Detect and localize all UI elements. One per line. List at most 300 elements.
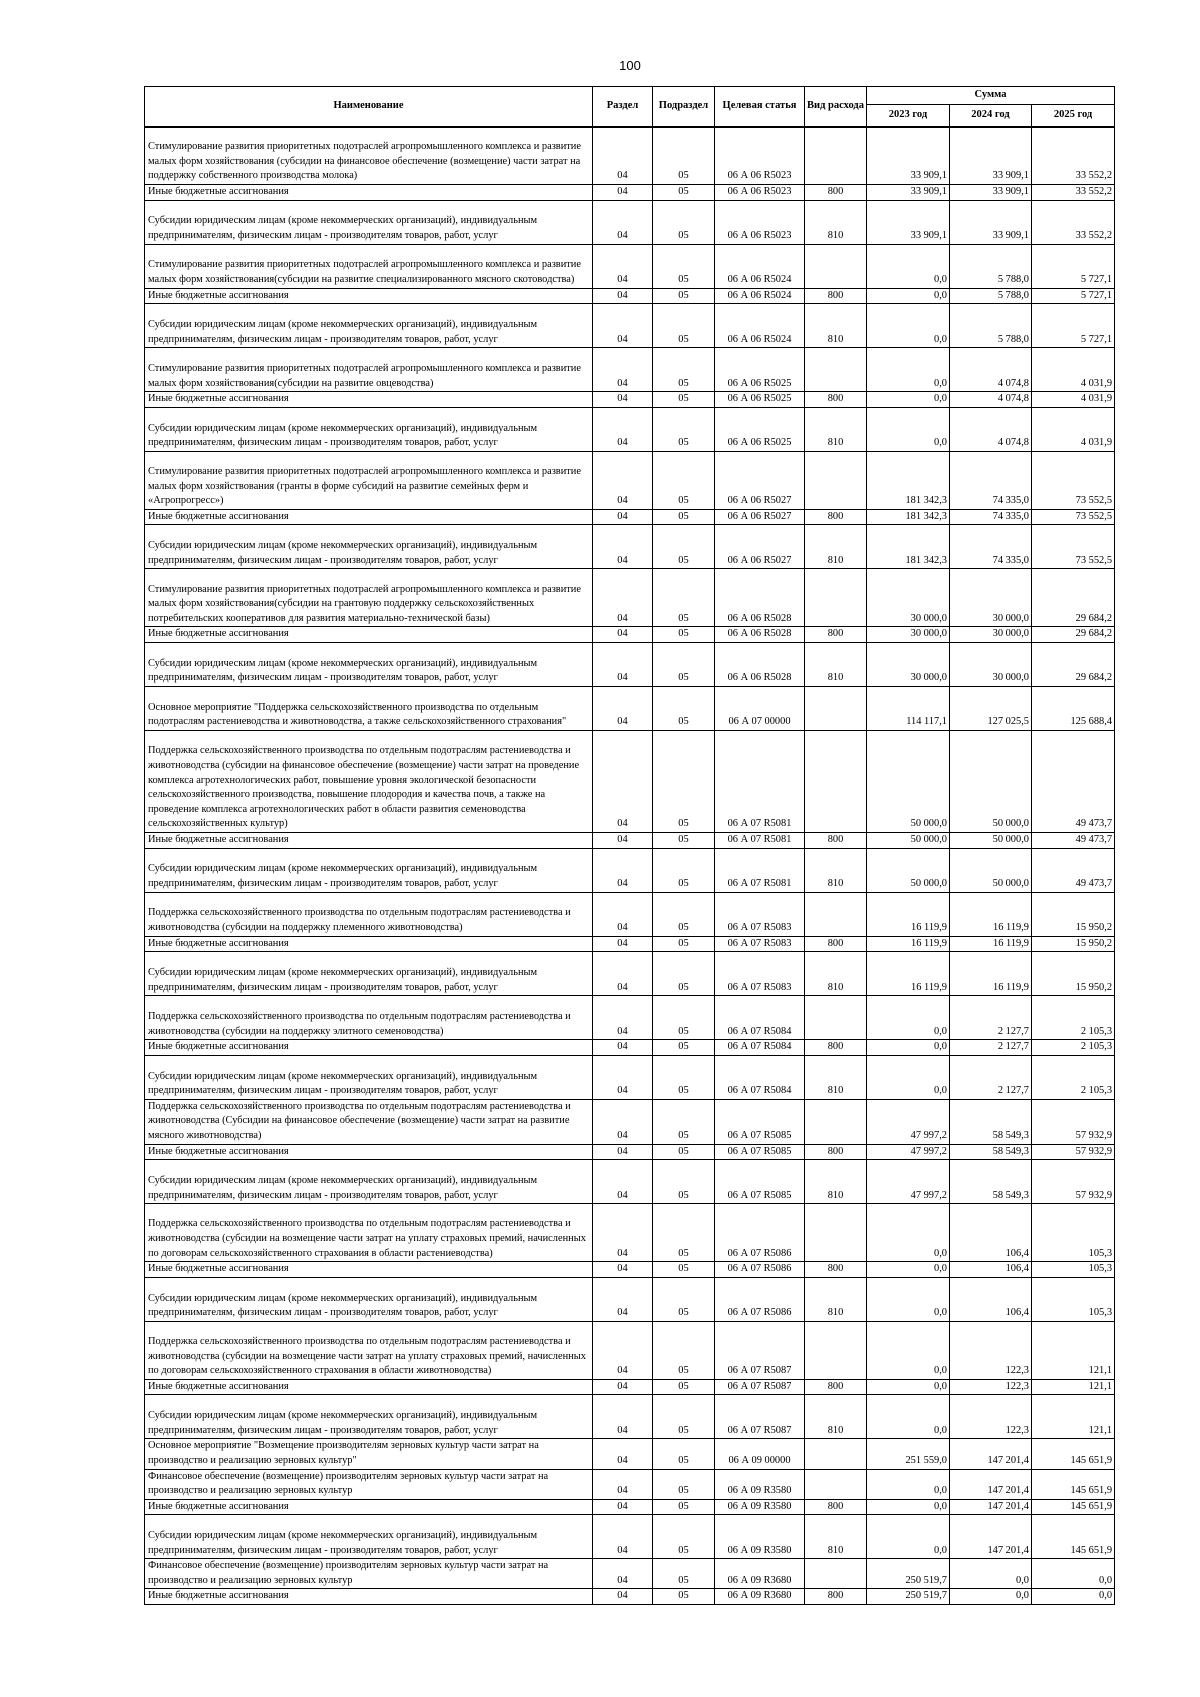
row-subsection: 05 [653,848,715,892]
table-row [145,525,1115,569]
row-sum-2023: 0,0 [867,1499,950,1515]
row-name: Поддержка сельскохозяйственного производства по отдельным подотраслям растениеводства и животноводства (субсидии на поддержку племенного животноводства) [145,892,593,936]
row-expense-type: 810 [805,1515,867,1559]
row-sum-2024: 5 788,0 [950,244,1032,288]
row-expense-type: 800 [805,832,867,848]
row-expense-type [805,451,867,509]
header-expense-type: Вид расхода [805,87,867,127]
row-sum-2024: 122,3 [950,1379,1032,1395]
row-sum-2023: 0,0 [867,1055,950,1099]
row-target: 06 А 07 R5081 [715,848,805,892]
row-name: Иные бюджетные ассигнования [145,936,593,952]
row-sum-2024: 147 201,4 [950,1439,1032,1469]
row-sum-2023: 0,0 [867,1040,950,1056]
row-subsection: 05 [653,936,715,952]
row-target: 06 А 07 00000 [715,686,805,730]
row-expense-type [805,1204,867,1262]
row-target: 06 А 06 R5028 [715,569,805,627]
table-row [145,304,1115,348]
row-sum-2023: 33 909,1 [867,200,950,244]
row-subsection: 05 [653,127,715,185]
row-sum-2025: 121,1 [1032,1321,1115,1379]
row-target: 06 А 07 R5083 [715,952,805,996]
table-row [145,1262,1115,1278]
row-section: 04 [593,348,653,392]
row-sum-2023: 50 000,0 [867,832,950,848]
row-name: Субсидии юридическим лицам (кроме некоммерческих организаций), индивидуальным предпринимателям, физическим лицам - производителям товаров, работ, услуг [145,952,593,996]
row-sum-2025: 73 552,5 [1032,525,1115,569]
row-target: 06 А 06 R5025 [715,348,805,392]
row-name: Иные бюджетные ассигнования [145,1589,593,1605]
row-sum-2024: 5 788,0 [950,288,1032,304]
row-sum-2023: 0,0 [867,1321,950,1379]
row-sum-2025: 73 552,5 [1032,451,1115,509]
row-subsection: 05 [653,304,715,348]
table-row [145,1160,1115,1204]
row-sum-2024: 127 025,5 [950,686,1032,730]
table-row [145,730,1115,832]
row-subsection: 05 [653,185,715,201]
row-sum-2024: 4 074,8 [950,348,1032,392]
row-sum-2023: 0,0 [867,1379,950,1395]
row-sum-2023: 47 997,2 [867,1099,950,1144]
row-subsection: 05 [653,1099,715,1144]
row-expense-type [805,1099,867,1144]
table-row [145,892,1115,936]
row-expense-type [805,892,867,936]
table-row [145,1469,1115,1499]
row-sum-2025: 29 684,2 [1032,627,1115,643]
row-sum-2024: 16 119,9 [950,952,1032,996]
row-name: Иные бюджетные ассигнования [145,185,593,201]
table-row [145,569,1115,627]
row-subsection: 05 [653,1439,715,1469]
table-body [145,127,1115,1605]
row-name: Стимулирование развития приоритетных подотраслей агропромышленного комплекса и развитие малых форм хозяйствования(субсидии на развитие овцеводства) [145,348,593,392]
row-expense-type: 810 [805,200,867,244]
row-section: 04 [593,1040,653,1056]
row-expense-type: 810 [805,952,867,996]
table-row [145,936,1115,952]
row-sum-2025: 57 932,9 [1032,1099,1115,1144]
row-name: Субсидии юридическим лицам (кроме некоммерческих организаций), индивидуальным предпринимателям, физическим лицам - производителям товаров, работ, услуг [145,200,593,244]
row-sum-2023: 50 000,0 [867,848,950,892]
row-name: Поддержка сельскохозяйственного производства по отдельным подотраслям растениеводства и животноводства (субсидии на возмещение части затрат на уплату страховых премий, начисленных по договорам сельскохозяйственного страхования в области животноводства) [145,1321,593,1379]
row-section: 04 [593,407,653,451]
table-row [145,127,1115,185]
row-subsection: 05 [653,832,715,848]
row-expense-type: 800 [805,1040,867,1056]
row-sum-2025: 145 651,9 [1032,1469,1115,1499]
row-expense-type [805,127,867,185]
row-name: Поддержка сельскохозяйственного производства по отдельным подотраслям растениеводства и животноводства (субсидии на финансовое обеспечение (возмещение) части затрат на проведение комплекса агротехнологических работ, повышение уровня экологической безопасности сельскохозяйственного производства, повышение плодородия и качества почв, а также на проведение комплекса агротехнологических работ в области развития семеноводства сельскохозяйственных культур) [145,730,593,832]
row-target: 06 А 06 R5027 [715,509,805,525]
row-target: 06 А 06 R5025 [715,407,805,451]
row-sum-2023: 0,0 [867,348,950,392]
row-name: Иные бюджетные ассигнования [145,1379,593,1395]
row-name: Субсидии юридическим лицам (кроме некоммерческих организаций), индивидуальным предпринимателям, физическим лицам - производителям товаров, работ, услуг [145,1277,593,1321]
row-sum-2024: 50 000,0 [950,848,1032,892]
header-subsection: Подраздел [653,87,715,127]
row-section: 04 [593,304,653,348]
header-name: Наименование [145,87,593,127]
row-name: Иные бюджетные ассигнования [145,1499,593,1515]
row-subsection: 05 [653,627,715,643]
row-sum-2023: 16 119,9 [867,936,950,952]
row-sum-2024: 122,3 [950,1321,1032,1379]
row-sum-2024: 74 335,0 [950,451,1032,509]
row-sum-2025: 125 688,4 [1032,686,1115,730]
row-section: 04 [593,1055,653,1099]
row-sum-2023: 0,0 [867,996,950,1040]
row-section: 04 [593,936,653,952]
row-name: Субсидии юридическим лицам (кроме некоммерческих организаций), индивидуальным предпринимателям, физическим лицам - производителям товаров, работ, услуг [145,848,593,892]
row-section: 04 [593,1160,653,1204]
row-sum-2023: 47 997,2 [867,1144,950,1160]
row-section: 04 [593,200,653,244]
row-sum-2023: 0,0 [867,1277,950,1321]
row-section: 04 [593,996,653,1040]
header-target: Целевая статья [715,87,805,127]
table-row [145,1099,1115,1144]
row-subsection: 05 [653,1262,715,1278]
row-section: 04 [593,569,653,627]
row-sum-2023: 251 559,0 [867,1439,950,1469]
row-target: 06 А 06 R5023 [715,185,805,201]
row-target: 06 А 07 R5084 [715,1055,805,1099]
row-target: 06 А 07 R5083 [715,936,805,952]
row-sum-2025: 29 684,2 [1032,569,1115,627]
row-sum-2025: 29 684,2 [1032,642,1115,686]
row-target: 06 А 06 R5027 [715,451,805,509]
row-target: 06 А 07 R5086 [715,1204,805,1262]
row-section: 04 [593,525,653,569]
row-section: 04 [593,244,653,288]
row-section: 04 [593,1559,653,1589]
row-subsection: 05 [653,730,715,832]
row-sum-2024: 58 549,3 [950,1099,1032,1144]
table-row [145,1204,1115,1262]
row-sum-2025: 5 727,1 [1032,304,1115,348]
table-row [145,1144,1115,1160]
row-sum-2024: 33 909,1 [950,127,1032,185]
row-subsection: 05 [653,244,715,288]
row-target: 06 А 07 R5081 [715,730,805,832]
row-name: Основное мероприятие "Возмещение производителям зерновых культур части затрат на производство и реализацию зерновых культур" [145,1439,593,1469]
row-sum-2025: 0,0 [1032,1559,1115,1589]
table-row [145,952,1115,996]
row-name: Иные бюджетные ассигнования [145,627,593,643]
row-expense-type: 800 [805,509,867,525]
row-section: 04 [593,642,653,686]
row-name: Субсидии юридическим лицам (кроме некоммерческих организаций), индивидуальным предпринимателям, физическим лицам - производителям товаров, работ, услуг [145,1395,593,1439]
row-section: 04 [593,1439,653,1469]
table-row [145,185,1115,201]
row-sum-2025: 49 473,7 [1032,730,1115,832]
row-sum-2024: 4 074,8 [950,392,1032,408]
row-sum-2024: 106,4 [950,1277,1032,1321]
row-sum-2023: 16 119,9 [867,952,950,996]
row-expense-type: 800 [805,1589,867,1605]
table-row [145,451,1115,509]
row-name: Финансовое обеспечение (возмещение) производителям зерновых культур части затрат на производство и реализацию зерновых культур [145,1559,593,1589]
row-target: 06 А 06 R5024 [715,244,805,288]
row-sum-2024: 33 909,1 [950,185,1032,201]
row-sum-2023: 47 997,2 [867,1160,950,1204]
row-name: Поддержка сельскохозяйственного производства по отдельным подотраслям растениеводства и животноводства (Субсидии на финансовое обеспечение (возмещение) части затрат на развитие мясного животноводства) [145,1099,593,1144]
row-subsection: 05 [653,1395,715,1439]
row-name: Финансовое обеспечение (возмещение) производителям зерновых культур части затрат на производство и реализацию зерновых культур [145,1469,593,1499]
row-target: 06 А 06 R5025 [715,392,805,408]
row-expense-type [805,569,867,627]
row-name: Иные бюджетные ассигнования [145,832,593,848]
row-target: 06 А 07 R5086 [715,1262,805,1278]
row-section: 04 [593,1144,653,1160]
row-target: 06 А 07 R5086 [715,1277,805,1321]
row-subsection: 05 [653,1144,715,1160]
row-target: 06 А 06 R5024 [715,304,805,348]
table-row [145,832,1115,848]
row-expense-type [805,996,867,1040]
row-section: 04 [593,1321,653,1379]
row-sum-2024: 74 335,0 [950,509,1032,525]
row-subsection: 05 [653,200,715,244]
row-target: 06 А 07 R5085 [715,1144,805,1160]
row-sum-2025: 2 105,3 [1032,1040,1115,1056]
table-row [145,392,1115,408]
row-sum-2023: 0,0 [867,392,950,408]
row-expense-type [805,1321,867,1379]
row-target: 06 А 07 R5087 [715,1321,805,1379]
row-name: Субсидии юридическим лицам (кроме некоммерческих организаций), индивидуальным предпринимателям, физическим лицам - производителям товаров, работ, услуг [145,304,593,348]
row-expense-type: 800 [805,1144,867,1160]
row-sum-2025: 4 031,9 [1032,407,1115,451]
row-sum-2023: 30 000,0 [867,642,950,686]
row-sum-2025: 33 552,2 [1032,185,1115,201]
row-subsection: 05 [653,1515,715,1559]
row-section: 04 [593,1469,653,1499]
row-sum-2023: 0,0 [867,1395,950,1439]
row-subsection: 05 [653,1379,715,1395]
table-row [145,1515,1115,1559]
row-section: 04 [593,127,653,185]
row-sum-2025: 15 950,2 [1032,892,1115,936]
row-target: 06 А 07 R5085 [715,1160,805,1204]
row-expense-type [805,730,867,832]
row-name: Стимулирование развития приоритетных подотраслей агропромышленного комплекса и развитие малых форм хозяйствования(субсидии на развитие специализированного мясного скотоводства) [145,244,593,288]
row-subsection: 05 [653,1321,715,1379]
row-sum-2023: 0,0 [867,1262,950,1278]
row-subsection: 05 [653,525,715,569]
row-expense-type: 800 [805,936,867,952]
row-subsection: 05 [653,1589,715,1605]
row-sum-2025: 57 932,9 [1032,1160,1115,1204]
row-target: 06 А 06 R5023 [715,127,805,185]
row-sum-2025: 33 552,2 [1032,127,1115,185]
row-section: 04 [593,1499,653,1515]
row-sum-2023: 181 342,3 [867,525,950,569]
row-sum-2024: 58 549,3 [950,1144,1032,1160]
table-row [145,642,1115,686]
row-sum-2024: 50 000,0 [950,832,1032,848]
table-header [145,87,1115,127]
row-sum-2023: 0,0 [867,244,950,288]
row-sum-2025: 105,3 [1032,1277,1115,1321]
row-subsection: 05 [653,1499,715,1515]
header-sum: Сумма [867,87,1115,105]
row-subsection: 05 [653,1559,715,1589]
table-row [145,244,1115,288]
table-row [145,1439,1115,1469]
row-sum-2024: 30 000,0 [950,642,1032,686]
row-sum-2025: 105,3 [1032,1204,1115,1262]
row-target: 06 А 06 R5023 [715,200,805,244]
row-sum-2023: 0,0 [867,1204,950,1262]
row-section: 04 [593,185,653,201]
row-target: 06 А 06 R5024 [715,288,805,304]
row-expense-type: 810 [805,1055,867,1099]
row-sum-2023: 0,0 [867,1469,950,1499]
row-sum-2024: 147 201,4 [950,1469,1032,1499]
row-subsection: 05 [653,892,715,936]
row-sum-2023: 0,0 [867,304,950,348]
table-row [145,686,1115,730]
row-sum-2024: 50 000,0 [950,730,1032,832]
row-subsection: 05 [653,1160,715,1204]
header-section: Раздел [593,87,653,127]
row-expense-type: 810 [805,1160,867,1204]
row-name: Субсидии юридическим лицам (кроме некоммерческих организаций), индивидуальным предпринимателям, физическим лицам - производителям товаров, работ, услуг [145,1160,593,1204]
row-sum-2024: 2 127,7 [950,1040,1032,1056]
row-sum-2025: 145 651,9 [1032,1499,1115,1515]
row-sum-2025: 5 727,1 [1032,244,1115,288]
row-sum-2024: 2 127,7 [950,996,1032,1040]
row-target: 06 А 07 R5081 [715,832,805,848]
row-section: 04 [593,451,653,509]
table-row [145,200,1115,244]
row-subsection: 05 [653,996,715,1040]
row-target: 06 А 07 R5084 [715,1040,805,1056]
row-sum-2024: 5 788,0 [950,304,1032,348]
row-expense-type [805,686,867,730]
row-sum-2023: 181 342,3 [867,451,950,509]
row-expense-type [805,1469,867,1499]
row-sum-2024: 0,0 [950,1559,1032,1589]
row-sum-2023: 50 000,0 [867,730,950,832]
row-subsection: 05 [653,1204,715,1262]
row-sum-2024: 147 201,4 [950,1499,1032,1515]
header-year-2023: 2023 год [867,105,950,127]
row-section: 04 [593,848,653,892]
row-sum-2024: 16 119,9 [950,936,1032,952]
row-sum-2024: 106,4 [950,1262,1032,1278]
row-target: 06 А 07 R5085 [715,1099,805,1144]
row-sum-2024: 33 909,1 [950,200,1032,244]
row-expense-type: 810 [805,525,867,569]
row-sum-2024: 122,3 [950,1395,1032,1439]
row-section: 04 [593,1099,653,1144]
row-sum-2024: 74 335,0 [950,525,1032,569]
row-sum-2025: 2 105,3 [1032,1055,1115,1099]
row-sum-2024: 2 127,7 [950,1055,1032,1099]
table-row [145,848,1115,892]
row-section: 04 [593,509,653,525]
row-subsection: 05 [653,1055,715,1099]
row-sum-2023: 114 117,1 [867,686,950,730]
row-sum-2023: 0,0 [867,1515,950,1559]
header-year-2024: 2024 год [950,105,1032,127]
row-target: 06 А 07 R5087 [715,1379,805,1395]
row-sum-2023: 181 342,3 [867,509,950,525]
row-subsection: 05 [653,407,715,451]
row-sum-2025: 57 932,9 [1032,1144,1115,1160]
row-target: 06 А 09 R3580 [715,1469,805,1499]
row-sum-2025: 4 031,9 [1032,348,1115,392]
row-name: Стимулирование развития приоритетных подотраслей агропромышленного комплекса и развитие малых форм хозяйствования (субсидии на финансовое обеспечение (возмещение) части затрат на поддержку собственного производства молока) [145,127,593,185]
row-expense-type [805,1439,867,1469]
table-row [145,1321,1115,1379]
row-name: Иные бюджетные ассигнования [145,392,593,408]
row-sum-2023: 30 000,0 [867,627,950,643]
row-section: 04 [593,1277,653,1321]
row-sum-2024: 147 201,4 [950,1515,1032,1559]
row-name: Субсидии юридическим лицам (кроме некоммерческих организаций), индивидуальным предпринимателям, физическим лицам - производителям товаров, работ, услуг [145,407,593,451]
row-section: 04 [593,1589,653,1605]
row-section: 04 [593,730,653,832]
row-sum-2025: 4 031,9 [1032,392,1115,408]
table-row [145,1379,1115,1395]
row-expense-type [805,348,867,392]
row-target: 06 А 09 00000 [715,1439,805,1469]
row-sum-2023: 33 909,1 [867,127,950,185]
row-name: Субсидии юридическим лицам (кроме некоммерческих организаций), индивидуальным предпринимателям, физическим лицам - производителям товаров, работ, услуг [145,1515,593,1559]
page-number: 100 [619,58,641,73]
table-row [145,407,1115,451]
row-name: Стимулирование развития приоритетных подотраслей агропромышленного комплекса и развитие малых форм хозяйствования (гранты в форме субсидий на развитие семейных ферм и «Агропрогресс») [145,451,593,509]
row-target: 06 А 06 R5028 [715,627,805,643]
row-target: 06 А 09 R3680 [715,1589,805,1605]
row-sum-2025: 145 651,9 [1032,1515,1115,1559]
row-subsection: 05 [653,642,715,686]
row-target: 06 А 09 R3580 [715,1515,805,1559]
row-sum-2025: 145 651,9 [1032,1439,1115,1469]
row-sum-2025: 73 552,5 [1032,509,1115,525]
row-sum-2025: 33 552,2 [1032,200,1115,244]
row-name: Субсидии юридическим лицам (кроме некоммерческих организаций), индивидуальным предпринимателям, физическим лицам - производителям товаров, работ, услуг [145,1055,593,1099]
row-subsection: 05 [653,569,715,627]
row-sum-2025: 0,0 [1032,1589,1115,1605]
row-section: 04 [593,952,653,996]
row-subsection: 05 [653,392,715,408]
row-section: 04 [593,1395,653,1439]
row-sum-2025: 49 473,7 [1032,832,1115,848]
row-sum-2024: 58 549,3 [950,1160,1032,1204]
row-target: 06 А 07 R5084 [715,996,805,1040]
row-expense-type: 810 [805,407,867,451]
row-subsection: 05 [653,1469,715,1499]
row-sum-2023: 30 000,0 [867,569,950,627]
row-expense-type: 800 [805,1379,867,1395]
budget-table [144,86,1115,1605]
row-target: 06 А 09 R3680 [715,1559,805,1589]
row-name: Иные бюджетные ассигнования [145,1040,593,1056]
table-row [145,509,1115,525]
row-subsection: 05 [653,288,715,304]
row-section: 04 [593,1515,653,1559]
row-name: Поддержка сельскохозяйственного производства по отдельным подотраслям растениеводства и животноводства (субсидии на возмещение части затрат на уплату страховых премий, начисленных по договорам сельскохозяйственного страхования в области растениеводства) [145,1204,593,1262]
row-expense-type: 800 [805,288,867,304]
row-section: 04 [593,1262,653,1278]
